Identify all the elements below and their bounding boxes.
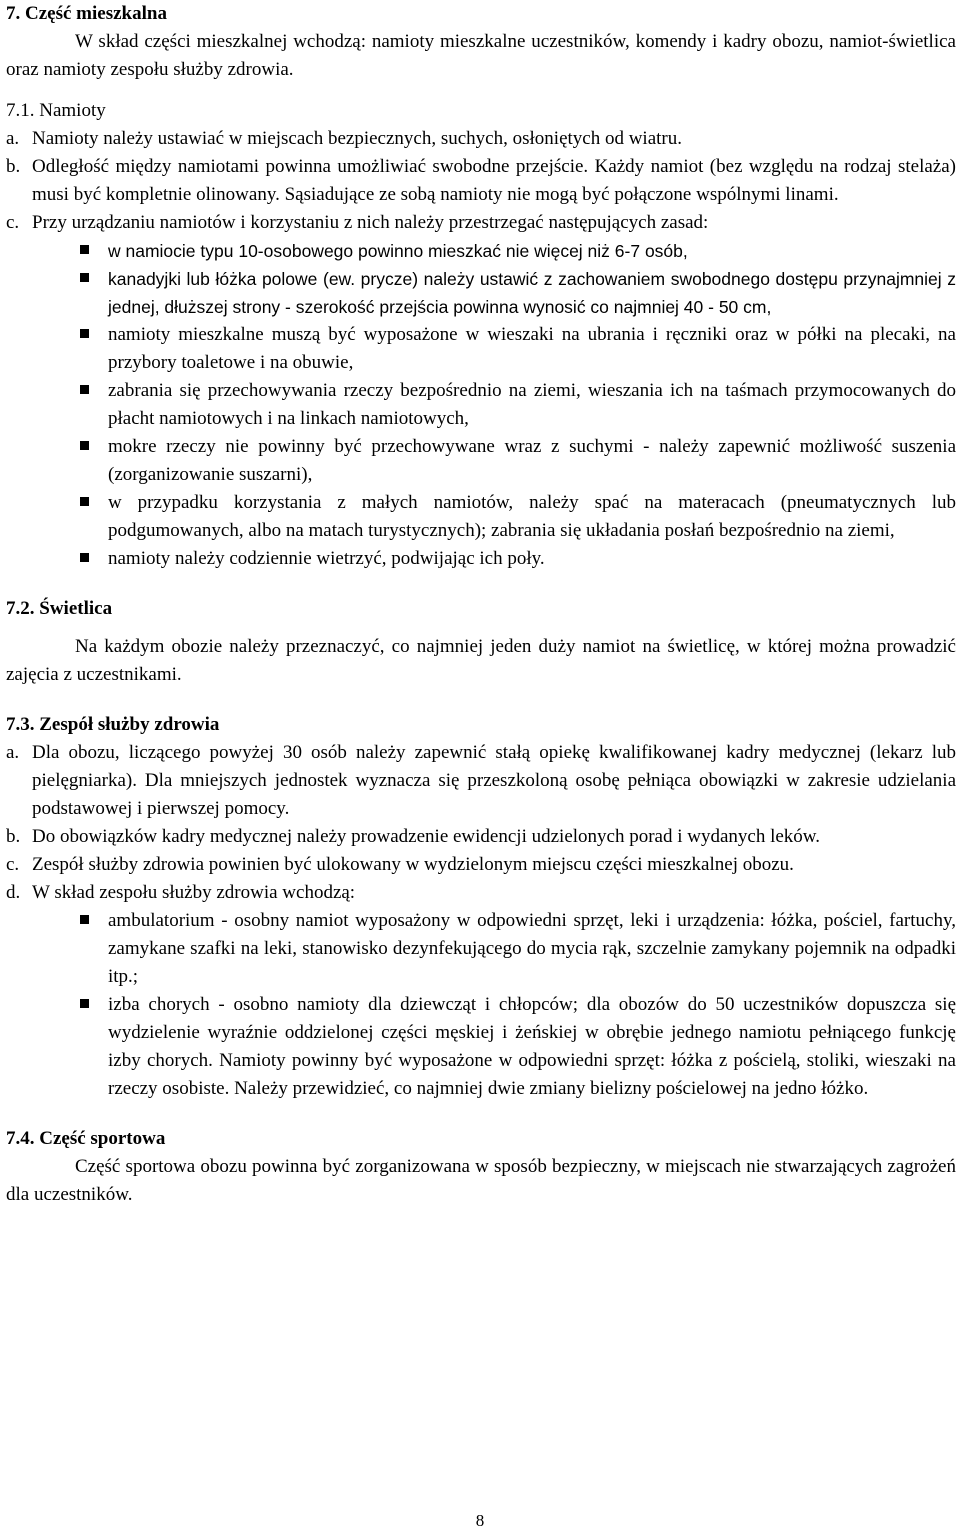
item-text: W skład zespołu służby zdrowia wchodzą: [32, 882, 356, 903]
list-item: namioty należy codziennie wietrzyć, podwijając ich poły. [80, 545, 956, 573]
health-team-list [6, 907, 956, 1103]
item-label: a. [6, 742, 20, 763]
item-label: b. [6, 826, 21, 847]
item-text: Zespół służby zdrowia powinien być ulokowany w wydzielonym miejscu części mieszkalnej obozu. [32, 854, 794, 875]
document-page [6, 0, 956, 1209]
section-7-1-heading: 7.1. Namioty [6, 100, 106, 121]
item-7-3-a [6, 739, 956, 823]
item-text: Przy urządzaniu namiotów i korzystaniu z nich należy przestrzegać następujących zasad: [32, 212, 709, 233]
item-7-1-b [6, 153, 956, 209]
list-item: kanadyjki lub łóżka polowe (ew. prycze) należy ustawić z zachowaniem swobodnego dostępu przynajmniej z jednej, dłuższej strony - szerokość przejścia powinna wynosić co najmniej 40 - 50 cm, [80, 265, 956, 321]
item-7-1-c [6, 209, 956, 237]
list-item: w namiocie typu 10-osobowego powinno mieszkać nie więcej niż 6-7 osób, [80, 237, 956, 265]
list-item: namioty mieszkalne muszą być wyposażone w wieszaki na ubrania i ręczniki oraz w półki na plecaki, na przybory toaletowe i na obuwie, [80, 321, 956, 377]
item-7-3-b [6, 823, 956, 851]
section-7-4-text: Część sportowa obozu powinna być zorganizowana w sposób bezpieczny, w miejscach nie stwarzających zagrożeń dla uczestników. [6, 1156, 956, 1205]
list-item: ambulatorium - osobny namiot wyposażony w odpowiedni sprzęt, leki i urządzenia: łóżka, pościel, fartuchy, zamykane szafki na leki, stanowisko dezynfekującego do mycia rąk, szczelnie zamykany pojemnik na odpadki itp.; [80, 907, 956, 991]
section-7-4-heading: 7.4. Część sportowa [6, 1128, 166, 1149]
section-7-3-heading: 7.3. Zespół służby zdrowia [6, 714, 220, 735]
item-label: c. [6, 212, 20, 233]
item-7-3-c [6, 851, 956, 879]
list-item: zabrania się przechowywania rzeczy bezpośrednio na ziemi, wieszania ich na taśmach przymocowanych do płacht namiotowych i na linkach namiotowych, [80, 377, 956, 433]
item-7-3-d [6, 879, 956, 907]
section-7-heading: 7. Część mieszkalna [6, 3, 167, 24]
item-text: Dla obozu, liczącego powyżej 30 osób należy zapewnić stałą opiekę kwalifikowanej kadry medycznej (lekarz lub pielęgniarka). Dla mniejszych jednostek wyznacza się przeszkoloną osobę pełniąca obowiązki w zakresie udzielania podstawowej i pierwszej pomocy. [32, 742, 956, 819]
list-item: mokre rzeczy nie powinny być przechowywane wraz z suchymi - należy zapewnić możliwość suszenia (zorganizowanie suszarni), [80, 433, 956, 489]
list-item: izba chorych - osobno namioty dla dziewcząt i chłopców; dla obozów do 50 uczestników dopuszcza się wydzielenie wyraźnie oddzielonej części męskiej i żeńskiej w obrębie jednego namiotu pełniącego funkcję izby chorych. Namioty powinny być wyposażone w odpowiedni sprzęt: łóżka z pościelą, stoliki, wieszaki na rzeczy osobiste. Należy przewidzieć, co najmniej dwie zmiany bielizny pościelowej na jedno łóżko. [80, 991, 956, 1103]
item-7-1-a [6, 125, 956, 153]
list-item: w przypadku korzystania z małych namiotów, należy spać na materacach (pneumatycznych lub podgumowanych, albo na matach turystycznych); zabrania się układania posłań bezpośrednio na ziemi, [80, 489, 956, 545]
section-7-2-text: Na każdym obozie należy przeznaczyć, co najmniej jeden duży namiot na świetlicę, w której można prowadzić zajęcia z uczestnikami. [6, 636, 956, 685]
section-7-2-heading: 7.2. Świetlica [6, 598, 113, 619]
item-label: b. [6, 156, 21, 177]
item-label: d. [6, 882, 21, 903]
tent-rules-list [6, 237, 956, 573]
item-label: a. [6, 128, 20, 149]
section-7-intro: W skład części mieszkalnej wchodzą: namioty mieszkalne uczestników, komendy i kadry obozu, namiot-świetlica oraz namioty zespołu służby zdrowia. [6, 31, 956, 80]
page-number: 8 [475, 1511, 485, 1530]
item-text: Odległość między namiotami powinna umożliwiać swobodne przejście. Każdy namiot (bez względu na rodzaj stelaża) musi być kompletnie olinowany. Sąsiadujące ze sobą namioty nie mogą być połączone wspólnymi linami. [32, 156, 956, 205]
item-text: Namioty należy ustawiać w miejscach bezpiecznych, suchych, osłoniętych od wiatru. [32, 128, 682, 149]
item-text: Do obowiązków kadry medycznej należy prowadzenie ewidencji udzielonych porad i wydanych leków. [32, 826, 821, 847]
item-label: c. [6, 854, 20, 875]
